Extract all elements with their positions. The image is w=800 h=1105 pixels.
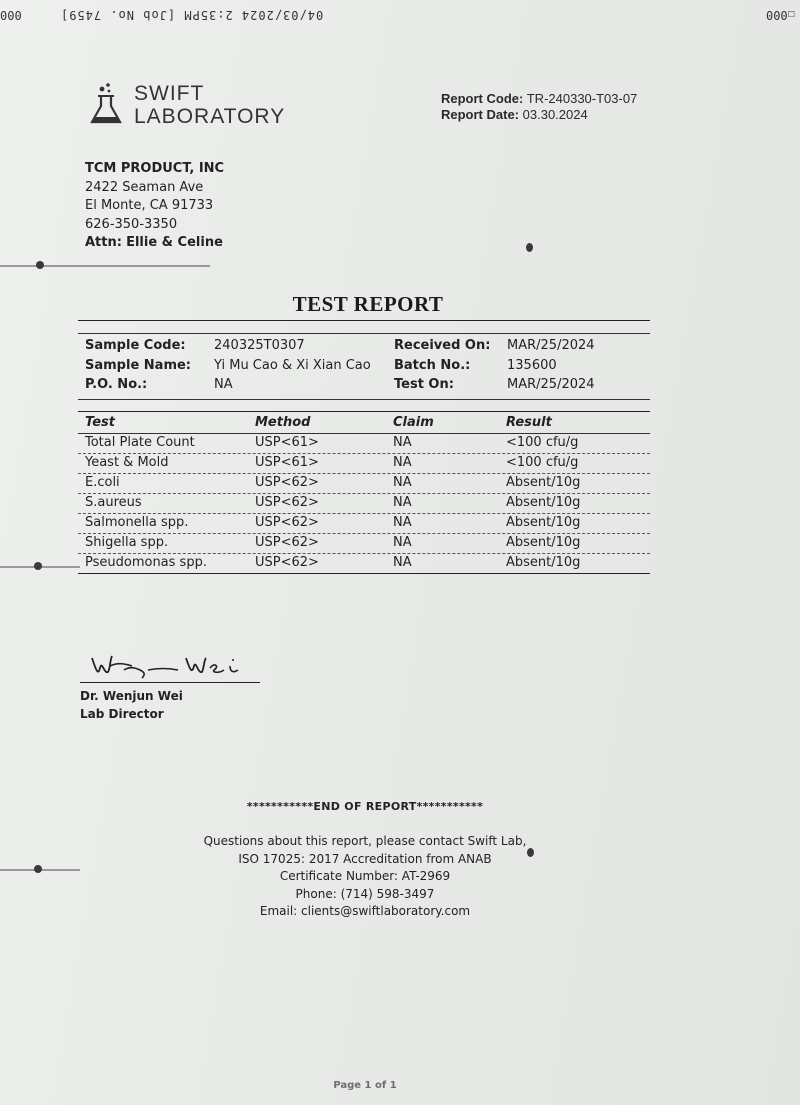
fax-header <box>0 6 800 28</box>
scan-artifact <box>0 265 210 267</box>
divider <box>78 333 650 334</box>
batch-label: Batch No.: <box>394 357 471 373</box>
header-result: Result <box>506 415 552 430</box>
test-name: Shigella spp. <box>85 535 169 550</box>
test-claim: NA <box>393 455 412 470</box>
test-result: Absent/10g <box>506 515 581 530</box>
client-street: 2422 Seaman Ave <box>85 179 204 195</box>
test-method: USP<62> <box>255 535 319 550</box>
signature-line <box>80 682 260 683</box>
end-of-report: ***********END OF REPORT*********** <box>246 800 484 813</box>
test-name: Yeast & Mold <box>85 455 169 470</box>
client-company: TCM PRODUCT, INC <box>85 161 225 176</box>
logo-line-2: LABORATORY <box>134 105 286 128</box>
test-result: <100 cfu/g <box>506 435 579 450</box>
divider <box>78 411 650 412</box>
header-test: Test <box>85 415 115 430</box>
test-result: Absent/10g <box>506 555 581 570</box>
row-divider <box>78 493 650 494</box>
attn-value: Ellie & Celine <box>126 235 223 250</box>
report-title: TEST REPORT <box>292 292 444 316</box>
test-method: USP<62> <box>255 495 319 510</box>
scan-artifact <box>526 243 533 252</box>
contact-block <box>0 833 730 921</box>
attn-label: Attn: <box>85 235 122 250</box>
table-row <box>85 474 650 494</box>
signer-title: Lab Director <box>80 707 164 721</box>
scan-artifact <box>36 261 44 269</box>
row-divider <box>78 453 650 454</box>
email-line: Email: clients@swiftlaboratory.com <box>259 904 471 918</box>
row-divider <box>78 553 650 554</box>
report-code-label: Report Code: <box>441 91 524 106</box>
test-claim: NA <box>393 555 412 570</box>
test-claim: NA <box>393 475 412 490</box>
table-row <box>85 554 650 574</box>
test-result: Absent/10g <box>506 535 581 550</box>
header-claim: Claim <box>393 415 434 430</box>
scan-artifact <box>34 562 42 570</box>
page-number: Page 1 of 1 <box>333 1080 397 1091</box>
test-claim: NA <box>393 495 412 510</box>
report-info <box>441 91 637 123</box>
sample-name-label: Sample Name: <box>85 357 191 373</box>
table-row <box>85 454 650 474</box>
results-header <box>85 414 650 434</box>
test-method: USP<62> <box>255 515 319 530</box>
signer-block <box>80 687 183 723</box>
lab-logo <box>88 82 298 128</box>
test-method: USP<61> <box>255 435 319 450</box>
header-method: Method <box>255 415 311 430</box>
client-city: El Monte, CA 91733 <box>85 198 214 213</box>
received-label: Received On: <box>394 338 491 353</box>
table-row <box>85 534 650 554</box>
results-table <box>85 414 650 574</box>
report-date: 03.30.2024 <box>522 107 588 122</box>
logo-line-1: SWIFT <box>134 82 205 105</box>
test-method: USP<61> <box>255 455 319 470</box>
table-row <box>85 434 650 454</box>
test-result: Absent/10g <box>506 475 581 490</box>
client-address <box>85 160 224 253</box>
test-method: USP<62> <box>255 555 319 570</box>
divider <box>78 573 650 574</box>
signer-name: Dr. Wenjun Wei <box>80 689 183 703</box>
row-divider <box>78 533 650 534</box>
batch-number: 135600 <box>507 357 557 373</box>
po-number: NA <box>214 377 233 392</box>
test-result: <100 cfu/g <box>506 455 579 470</box>
test-name: S.aureus <box>85 495 142 510</box>
client-phone: 626-350-3350 <box>85 216 178 232</box>
scan-artifact <box>34 865 42 873</box>
sample-code-label: Sample Code: <box>85 338 186 353</box>
signature-image <box>88 648 258 684</box>
test-name: Pseudomonas spp. <box>85 555 207 570</box>
accreditation-line: ISO 17025: 2017 Accreditation from ANAB <box>238 851 492 866</box>
test-claim: NA <box>393 515 412 530</box>
sample-name: Yi Mu Cao & Xi Xian Cao <box>214 357 371 373</box>
received-date: MAR/25/2024 <box>507 338 595 353</box>
test-claim: NA <box>393 435 412 450</box>
contact-line: Questions about this report, please contact Swift Lab, <box>203 834 527 848</box>
report-date-label: Report Date: <box>441 107 520 122</box>
report-code: TR-240330-T03-07 <box>526 91 638 106</box>
flask-icon <box>88 82 124 126</box>
fax-header-right: ☐000 <box>766 8 795 22</box>
test-on-label: Test On: <box>394 377 454 392</box>
test-result: Absent/10g <box>506 495 581 510</box>
po-label: P.O. No.: <box>85 377 148 392</box>
test-claim: NA <box>393 535 412 550</box>
phone-line: Phone: (714) 598-3497 <box>295 886 435 901</box>
sample-info <box>85 338 645 397</box>
row-divider <box>78 513 650 514</box>
test-on-date: MAR/25/2024 <box>507 377 595 392</box>
test-name: E.coli <box>85 475 120 490</box>
table-row <box>85 514 650 534</box>
divider <box>78 399 650 400</box>
table-row <box>85 494 650 514</box>
row-divider <box>78 473 650 474</box>
divider <box>78 433 650 434</box>
test-name: Total Plate Count <box>85 435 195 450</box>
sample-code: 240325T0307 <box>214 338 305 353</box>
fax-header-left: 000 <box>0 8 22 22</box>
test-name: Salmonella spp. <box>85 515 189 530</box>
divider <box>78 320 650 321</box>
scan-artifact <box>527 848 534 857</box>
certificate-line: Certificate Number: AT-2969 <box>279 869 451 883</box>
fax-header-line: 04/03/2024 2:35PM [Job No. 7459] <box>60 8 324 22</box>
test-method: USP<62> <box>255 475 319 490</box>
